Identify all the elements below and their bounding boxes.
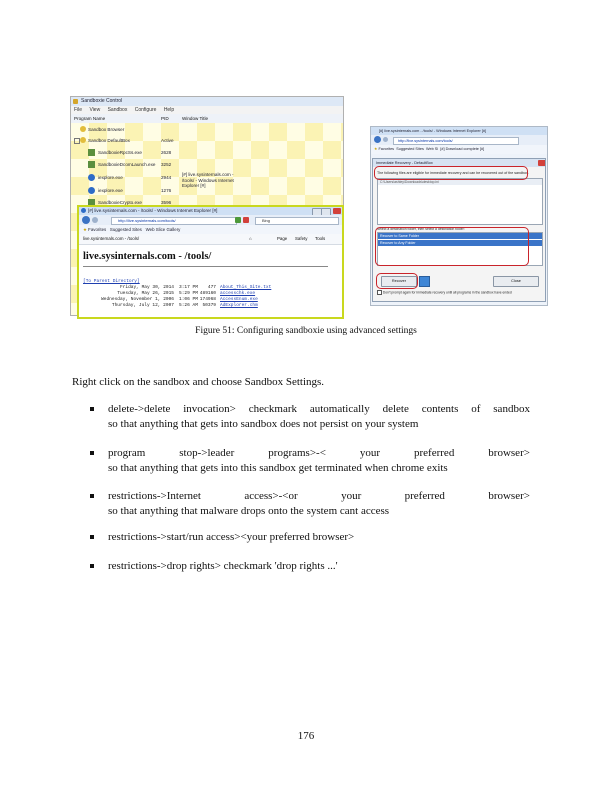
page-number: 176 bbox=[297, 730, 315, 742]
sandboxie-control-screenshot: Sandboxie Control File View Sandbox Configure Help Program Name PID Window Title Sandbox Browser Sandbox DefaultBox Active SandboxieRpcSs.exe 2628 SandboxieDcomLaunch.exe 3252 iexplore.exe 2944 [#] live.sysinternals.com - /tools/ - Windows Internet Explorer [#] iexplore.exe 1276 SandboxieCrypto.exe 3596 bbox=[70, 96, 344, 316]
menu-sandbox[interactable]: Sandbox bbox=[107, 107, 128, 113]
address-input[interactable]: http://live.sysinternals.com/tools/ bbox=[111, 217, 237, 225]
internet-explorer-icon bbox=[88, 174, 95, 181]
suggested-sites-link[interactable]: Suggested Sites bbox=[109, 227, 142, 232]
menu-file[interactable]: File bbox=[74, 107, 83, 113]
destination-prompt: Select a destination folder, then select a destination folder: bbox=[377, 227, 465, 231]
bullet-line1: restrictions->drop rights> checkmark 'drop rights ...' bbox=[108, 560, 338, 572]
checkbox[interactable] bbox=[377, 290, 382, 295]
menu-help[interactable]: Help bbox=[163, 107, 175, 113]
process-icon bbox=[88, 161, 95, 168]
ie-logo-icon bbox=[81, 208, 86, 213]
window-title-bar bbox=[71, 97, 343, 106]
bullet-icon bbox=[90, 407, 94, 411]
highlight-destination bbox=[375, 227, 529, 266]
tab-bar bbox=[79, 234, 342, 245]
checkbox-label: Don't prompt again for immediate recovery until all programs in the sandbox have ended bbox=[382, 290, 512, 295]
list-item[interactable]: Recover to Same Folder bbox=[378, 233, 542, 239]
close-icon[interactable] bbox=[333, 208, 341, 214]
sandboxed-browser-window bbox=[77, 205, 344, 319]
forward-icon[interactable] bbox=[92, 217, 98, 223]
table-row: Wednesday, November 1, 2006 1:06 PM 174968 AccessEnum.exe bbox=[101, 297, 258, 302]
menu-bar bbox=[71, 106, 343, 114]
browser-title: [#] live.sysinternals.com - /tools/ - Windows Internet Explorer [#] bbox=[88, 208, 218, 213]
bullet-line2: so that anything that gets into sandbox does not persist on your system bbox=[108, 418, 419, 430]
browser-title-bar bbox=[79, 207, 342, 215]
safety-menu[interactable]: Safety bbox=[295, 236, 308, 241]
back-icon[interactable] bbox=[82, 216, 90, 224]
bullet-line1: restrictions->Internet access>-<or your preferred browser> bbox=[108, 490, 530, 502]
sandboxie-app-icon bbox=[73, 99, 78, 104]
web-slice-gallery-link[interactable]: Web Slice Gallery bbox=[145, 227, 181, 232]
close-button[interactable]: Close bbox=[493, 276, 539, 287]
web-slice-link[interactable]: Web Sl bbox=[426, 147, 439, 151]
bullet-icon bbox=[90, 535, 94, 539]
bullet-line1: restrictions->start/run access><your preferred browser> bbox=[108, 531, 355, 543]
heading-rule bbox=[83, 266, 328, 267]
figure-caption: Figure 51: Configuring sandboxie using advanced settings bbox=[195, 326, 417, 336]
sandbox-icon bbox=[80, 126, 86, 132]
tools-menu[interactable]: Tools bbox=[315, 236, 326, 241]
column-program-name[interactable]: Program Name bbox=[74, 116, 106, 121]
list-item[interactable]: Recover to Any Folder bbox=[378, 240, 542, 246]
process-icon bbox=[88, 149, 95, 156]
bullet-line2: so that anything that gets into this sandbox get terminated when chrome exits bbox=[108, 462, 448, 474]
download-complete-tab[interactable]: [#] Download complete [#] bbox=[440, 147, 485, 151]
dialog-title: Immediate Recovery - DefaultBox bbox=[376, 161, 433, 165]
favorites-label[interactable]: Favorites bbox=[378, 147, 395, 151]
sandbox-icon bbox=[80, 137, 86, 143]
search-input[interactable]: Bing bbox=[255, 217, 339, 225]
address-input[interactable]: http://live.sysinternals.com/tools/ bbox=[393, 137, 519, 145]
back-icon[interactable] bbox=[374, 136, 381, 143]
window-title: Sandboxie Control bbox=[81, 98, 123, 104]
dropdown-arrow-icon[interactable] bbox=[419, 276, 430, 287]
favorites-star-icon: ★ bbox=[83, 227, 87, 232]
file-link[interactable]: About_This_Site.txt bbox=[220, 285, 272, 290]
refresh-icon[interactable] bbox=[235, 217, 241, 223]
highlight-message bbox=[374, 166, 528, 180]
bullet-icon bbox=[90, 564, 94, 568]
page-menu[interactable]: Page bbox=[277, 236, 288, 241]
page-heading: live.sysinternals.com - /tools/ bbox=[83, 251, 212, 262]
favorites-label[interactable]: Favorites bbox=[88, 227, 107, 232]
dont-prompt-checkbox-row[interactable] bbox=[377, 290, 541, 295]
intro-text: Right click on the sandbox and choose Sandbox Settings. bbox=[72, 376, 325, 388]
close-icon[interactable] bbox=[538, 160, 546, 166]
bullet-line2: so that anything that malware drops onto the system cant access bbox=[108, 505, 390, 517]
list-item[interactable]: C:\Users\ashley\Downloads\desktop.ini bbox=[378, 179, 542, 185]
home-icon[interactable]: ⌂ bbox=[249, 236, 252, 241]
bullet-icon bbox=[90, 451, 94, 455]
table-row: Tuesday, May 26, 2015 5:29 PM 489160 accesschk.exe bbox=[117, 291, 256, 296]
browser-title-bar bbox=[371, 127, 548, 135]
stop-icon[interactable] bbox=[243, 217, 249, 223]
browser-title: [#] live.sysinternals.com - /tools/ - Windows Internet Explorer [#] bbox=[379, 129, 486, 133]
favorites-bar bbox=[371, 145, 548, 154]
directory-listing bbox=[83, 285, 338, 309]
bullet-icon bbox=[90, 494, 94, 498]
recover-button[interactable]: Recover bbox=[381, 276, 417, 287]
tab-current[interactable]: live.sysinternals.com - /tools/ bbox=[83, 236, 140, 241]
forward-icon[interactable] bbox=[383, 137, 388, 142]
favorites-star-icon: ★ bbox=[374, 147, 378, 151]
file-link[interactable]: AccessEnum.exe bbox=[220, 297, 258, 302]
highlight-recover bbox=[376, 273, 418, 289]
table-row: Friday, May 30, 2014 3:17 PM 477 About_This_Site.txt bbox=[119, 285, 272, 290]
file-link[interactable]: AdExplorer.chm bbox=[220, 303, 258, 308]
file-list[interactable] bbox=[377, 178, 543, 225]
table-row: Thursday, July 12, 2007 5:26 AM 50379 AdExplorer.chm bbox=[111, 303, 258, 308]
dialog-message: The following files are eligible for immediate recovery and can be recovered out of the sandbox. bbox=[377, 171, 529, 175]
bullet-line1: program stop->leader programs>-< your preferred browser> bbox=[108, 447, 530, 459]
suggested-sites-link[interactable]: Suggested Sites bbox=[396, 147, 424, 151]
internet-explorer-icon bbox=[88, 187, 95, 194]
address-bar-row bbox=[371, 135, 547, 145]
menu-view[interactable]: View bbox=[89, 107, 101, 113]
bullet-line1: delete->delete invocation> checkmark automatically delete contents of sandbox bbox=[108, 403, 530, 415]
column-pid[interactable]: PID bbox=[161, 116, 169, 121]
file-link[interactable]: accesschk.exe bbox=[220, 291, 256, 296]
menu-configure[interactable]: Configure bbox=[134, 107, 157, 113]
parent-directory-link[interactable]: [To Parent Directory] bbox=[83, 279, 140, 284]
address-bar-row bbox=[79, 215, 342, 225]
favorites-bar bbox=[79, 225, 342, 234]
column-window-title[interactable]: Window Title bbox=[182, 116, 209, 121]
